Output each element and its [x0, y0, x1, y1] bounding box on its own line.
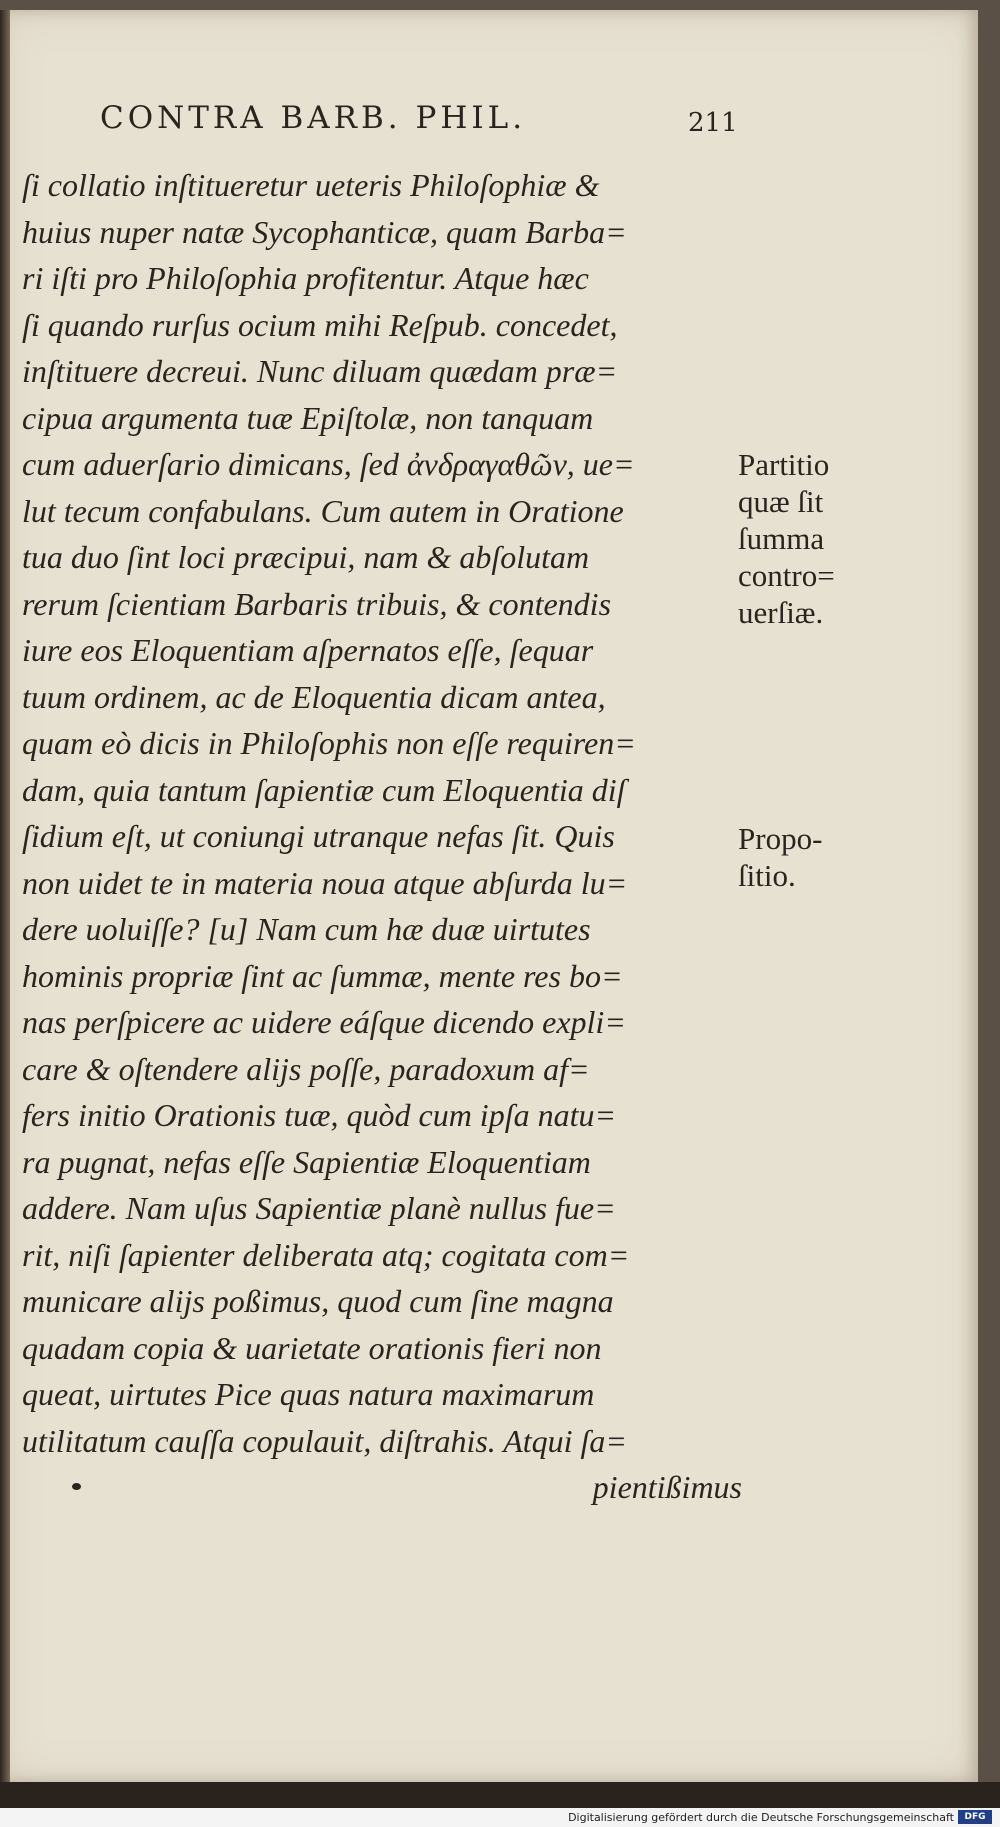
text-line: inſtituere decreui. Nunc diluam quædam præ=	[22, 353, 618, 389]
margin-note-line: ſumma	[738, 521, 825, 556]
text-line: ſidium eſt, ut coniungi utranque nefas ſit. Quis	[22, 818, 615, 854]
text-line: ri iſti pro Philoſophia profitentur. Atque hæc	[22, 260, 589, 296]
dfg-logo: DFG	[958, 1810, 992, 1824]
text-line: ra pugnat, nefas eſſe Sapientiæ Eloquentiam	[22, 1143, 591, 1180]
text-line: ſi collatio inſtitueretur ueteris Philoſophiæ &	[22, 167, 600, 203]
text-line: queat, uirtutes Pice quas natura maximarum	[22, 1376, 595, 1412]
text-line: rit, niſi ſapienter deliberata atq; cogitata com=	[22, 1236, 630, 1273]
text-line: care & oſtendere alijs poſſe, paradoxum af=	[22, 1050, 590, 1087]
text-line: quadam copia & uarietate orationis fieri non	[22, 1329, 602, 1366]
text-line: hominis propriæ ſint ac ſummæ, mente res bo=	[22, 957, 623, 994]
text-line: fers initio Orationis tuæ, quòd cum ipſa natu=	[22, 1097, 617, 1133]
text-line: lut tecum confabulans. Cum autem in Oratione	[22, 492, 624, 529]
text-line: cipua argumenta tuæ Epiſtolæ, non tanquam	[22, 399, 594, 436]
body-text	[22, 162, 742, 1511]
text-line: quam eò dicis in Philoſophis non eſſe requiren=	[22, 725, 636, 761]
running-head: CONTRA BARB. PHIL.	[100, 100, 527, 136]
margin-note-line: ſitio.	[738, 858, 796, 893]
digitization-notice: Digitalisierung gefördert durch die Deutsche Forschungsgemeinschaft	[568, 1811, 954, 1824]
binding-gutter	[0, 10, 10, 1782]
margin-note-line: Partitio	[738, 447, 830, 482]
catchword: pientißimus	[592, 1469, 742, 1505]
text-line: cum aduerſario dimicans, ſed ἀνδραγαθῶν, ue=	[22, 446, 635, 482]
text-line: tua duo ſint loci præcipui, nam & abſolutam	[22, 539, 590, 575]
text-line: ſi quando rurſus ocium mihi Reſpub. concedet,	[22, 306, 618, 343]
text-line: rerum ſcientiam Barbaris tribuis, & contendis	[22, 585, 612, 622]
text-line: dam, quia tantum ſapientiæ cum Eloquentia diſ	[22, 771, 626, 808]
page-number: 211	[688, 108, 738, 138]
margin-note-partitio	[738, 446, 835, 631]
margin-note-line: quæ ſit	[738, 484, 824, 519]
text-line: dere uoluiſſe? [u] Nam cum hæ duæ uirtutes	[22, 911, 591, 947]
ink-blot	[72, 1483, 81, 1490]
text-line: municare alijs poßimus, quod cum ſine magna	[22, 1283, 614, 1319]
scan-border	[0, 1782, 1000, 1808]
text-line: iure eos Eloquentiam aſpernatos eſſe, ſequar	[22, 632, 594, 668]
text-line: non uidet te in materia noua atque abſurda lu=	[22, 864, 628, 901]
text-line: huius nuper natæ Sycophanticæ, quam Barba=	[22, 213, 627, 250]
margin-note-line: contro=	[738, 558, 835, 593]
margin-note-line: uerſiæ.	[738, 595, 824, 630]
margin-note-propositio	[738, 820, 822, 894]
text-line: addere. Nam uſus Sapientiæ planè nullus fue=	[22, 1190, 616, 1226]
text-line: nas perſpicere ac uidere eáſque dicendo expli=	[22, 1004, 626, 1040]
text-line: tuum ordinem, ac de Eloquentia dicam antea,	[22, 678, 606, 715]
text-line: utilitatum cauſſa copulauit, diſtrahis. Atqui ſa=	[22, 1422, 628, 1459]
margin-note-line: Propo-	[738, 821, 823, 856]
